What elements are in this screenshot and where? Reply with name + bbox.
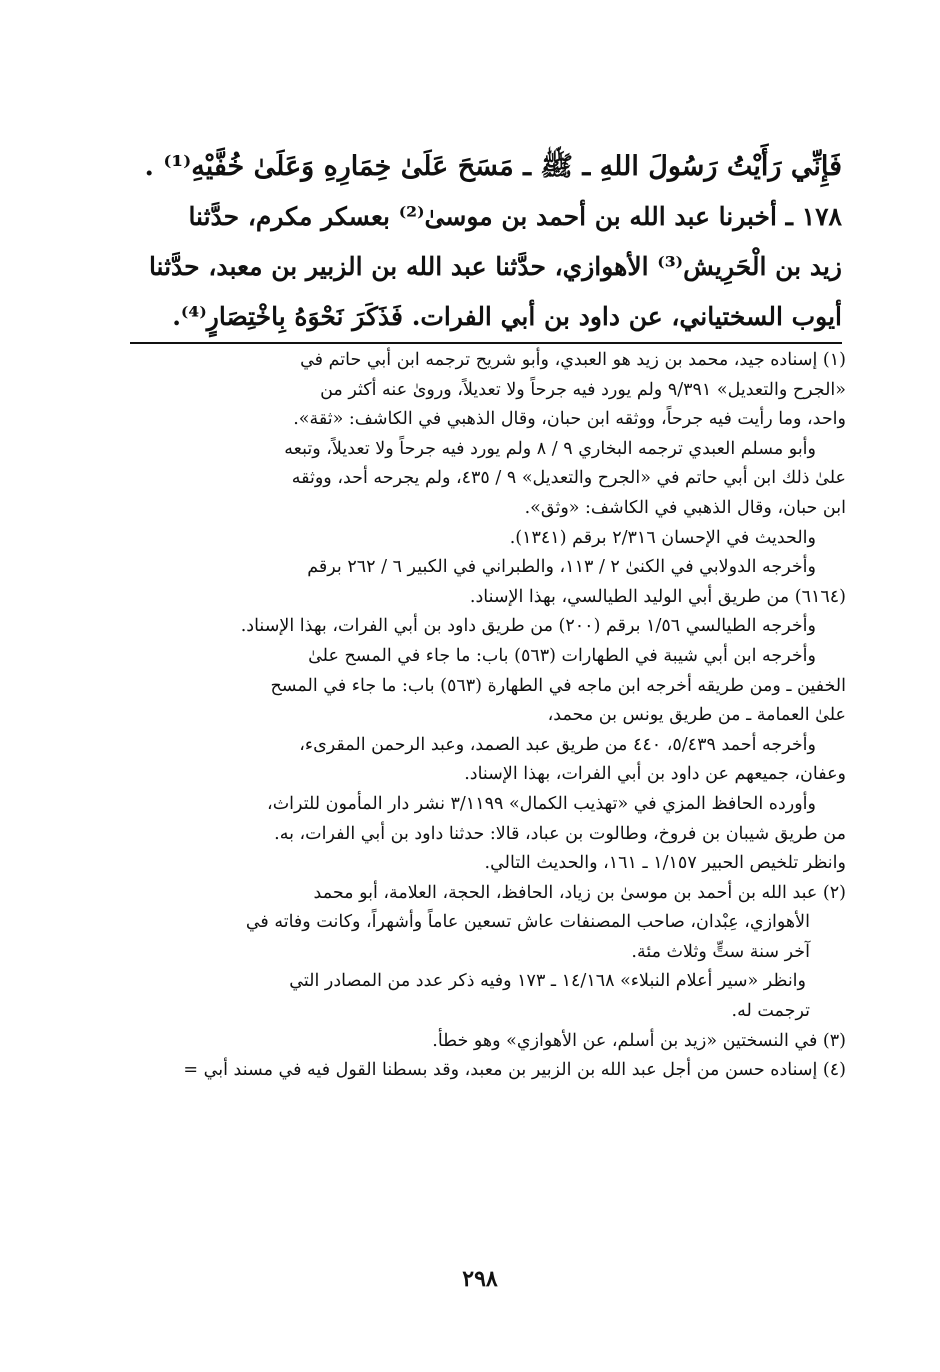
footnote-line: الخفين ـ ومن طريقه أخرجه ابن ماجه في الطهارة (٥٦٣) باب: ما جاء في المسح (270, 675, 846, 696)
footnote-line: وأخرجه أحمد ٥/٤٣٩، ٤٤٠ من طريق عبد الصمد، وعبد الرحمن المقرىء، (299, 734, 816, 755)
footnote-line: وأخرجه ابن أبي شيبة في الطهارات (٥٦٣) باب: ما جاء في المسح علىٰ (308, 645, 816, 666)
footnote-1-start: (١) إسناده جيد، محمد بن زيد هو العبدي، وأبو شريح ترجمه ابن أبي حاتم في (300, 350, 846, 370)
footnote-line: وأخرجه الدولابي في الكنىٰ ٢ / ١١٣، والطبراني في الكبير ٦ / ٢٦٢ برقم (307, 557, 816, 578)
footnote-line: (٦١٦٤) من طريق أبي الوليد الطيالسي، بهذا الإسناد. (469, 586, 846, 607)
footnote-line: وانظر تلخيص الحبير ١/١٥٧ ـ ١٦١، والحديث التالي. (484, 853, 846, 874)
footnote-line: ابن حبان، وقال الذهبي في الكاشف: «وثق». (524, 497, 846, 518)
footnote-line: من طريق شيبان بن فروخ، وطالوت بن عباد، قالا: حدثنا داود بن أبي الفرات، به. (274, 823, 846, 844)
footnote-line: «الجرح والتعديل» ٩/٣٩١ ولم يورد فيه جرحاً ولا تعديلاً، وروىٰ عنه أكثر من (320, 379, 846, 400)
page-number: ٢٩٨ (462, 1266, 498, 1292)
main-line: ١٧٨ ـ أخبرنا عبد الله بن أحمد بن موسىٰ⁽²⁾ بعسكر مكرم، حدَّثنا (188, 202, 842, 231)
main-line: زيد بن الْحَرِيش⁽³⁾ الأهوازي، حدَّثنا عبد الله بن الزبير بن معبد، حدَّثنا (148, 252, 842, 281)
footnote-line: علىٰ العمامة ـ من طريق يونس بن محمد، (547, 705, 846, 726)
footnote-4-start: (٤) إسناده حسن من أجل عبد الله بن الزبير بن معبد، وقد بسطنا القول فيه في مسند أبي = (183, 1060, 846, 1081)
footnote-line: وأخرجه الطيالسي ١/٥٦ برقم (٢٠٠) من طريق داود بن أبي الفرات، بهذا الإسناد. (240, 616, 816, 637)
footnote-line: والحديث في الإحسان ٢/٣١٦ برقم (١٣٤١). (509, 527, 816, 548)
footnote-line: وأورده الحافظ المزي في «تهذيب الكمال» ٣/١١٩٩ نشر دار المأمون للتراث، (267, 793, 816, 814)
footnote-line: آخر سنة ستٍّ وثلاث مئة. (631, 941, 810, 962)
footnote-line: علىٰ ذلك ابن أبي حاتم في «الجرح والتعديل» ٩ / ٤٣٥، ولم يجرحه أحد، ووثقه (291, 468, 846, 489)
footnote-3: (٣) في النسختين «زيد بن أسلم، عن الأهوازي» وهو خطأ. (432, 1030, 846, 1051)
footnotes (118, 346, 846, 1086)
footnote-line: واحد، وما رأيت فيه جرحاً، ووثقه ابن حبان، وقال الذهبي في الكاشف: «ثقة». (293, 409, 846, 430)
footnote-line: وانظر «سير أعلام النبلاء» ١٤/١٦٨ ـ ١٧٣ وفيه ذكر عدد من المصادر التي (289, 971, 806, 992)
footnote-2-start: (٢) عبد الله بن أحمد بن موسىٰ بن زياد، الحافظ، الحجة، العلامة، أبو محمد (313, 882, 846, 903)
footnote-line: وأبو مسلم العبدي ترجمه البخاري ٩ / ٨ ولم يورد فيه جرحاً ولا تعديلاً، وتبعه (284, 438, 816, 459)
main-line: أيوب السختياني، عن داود بن أبي الفرات. فَذَكَرَ نَحْوَهُ بِاخْتِصَارٍ⁽⁴⁾. (130, 292, 842, 344)
footnote-line: وعفان، جميعهم عن داود بن أبي الفرات، بهذا الإسناد. (464, 764, 846, 785)
footnote-line: الأهوازي، عِبْدان، صاحب المصنفات عاش تسعين عاماً وأشهراً، وكانت وفاته في (245, 912, 810, 933)
hadith-text (130, 142, 842, 344)
footnote-line: ترجمت له. (731, 1001, 810, 1022)
main-line: فَإِنِّي رَأَيْتُ رَسُولَ اللهِ ـ ﷺ ـ مَسَحَ عَلَىٰ خِمَارِهِ وَعَلَىٰ خُفَّيْهِ⁽¹⁾ . (144, 151, 842, 182)
